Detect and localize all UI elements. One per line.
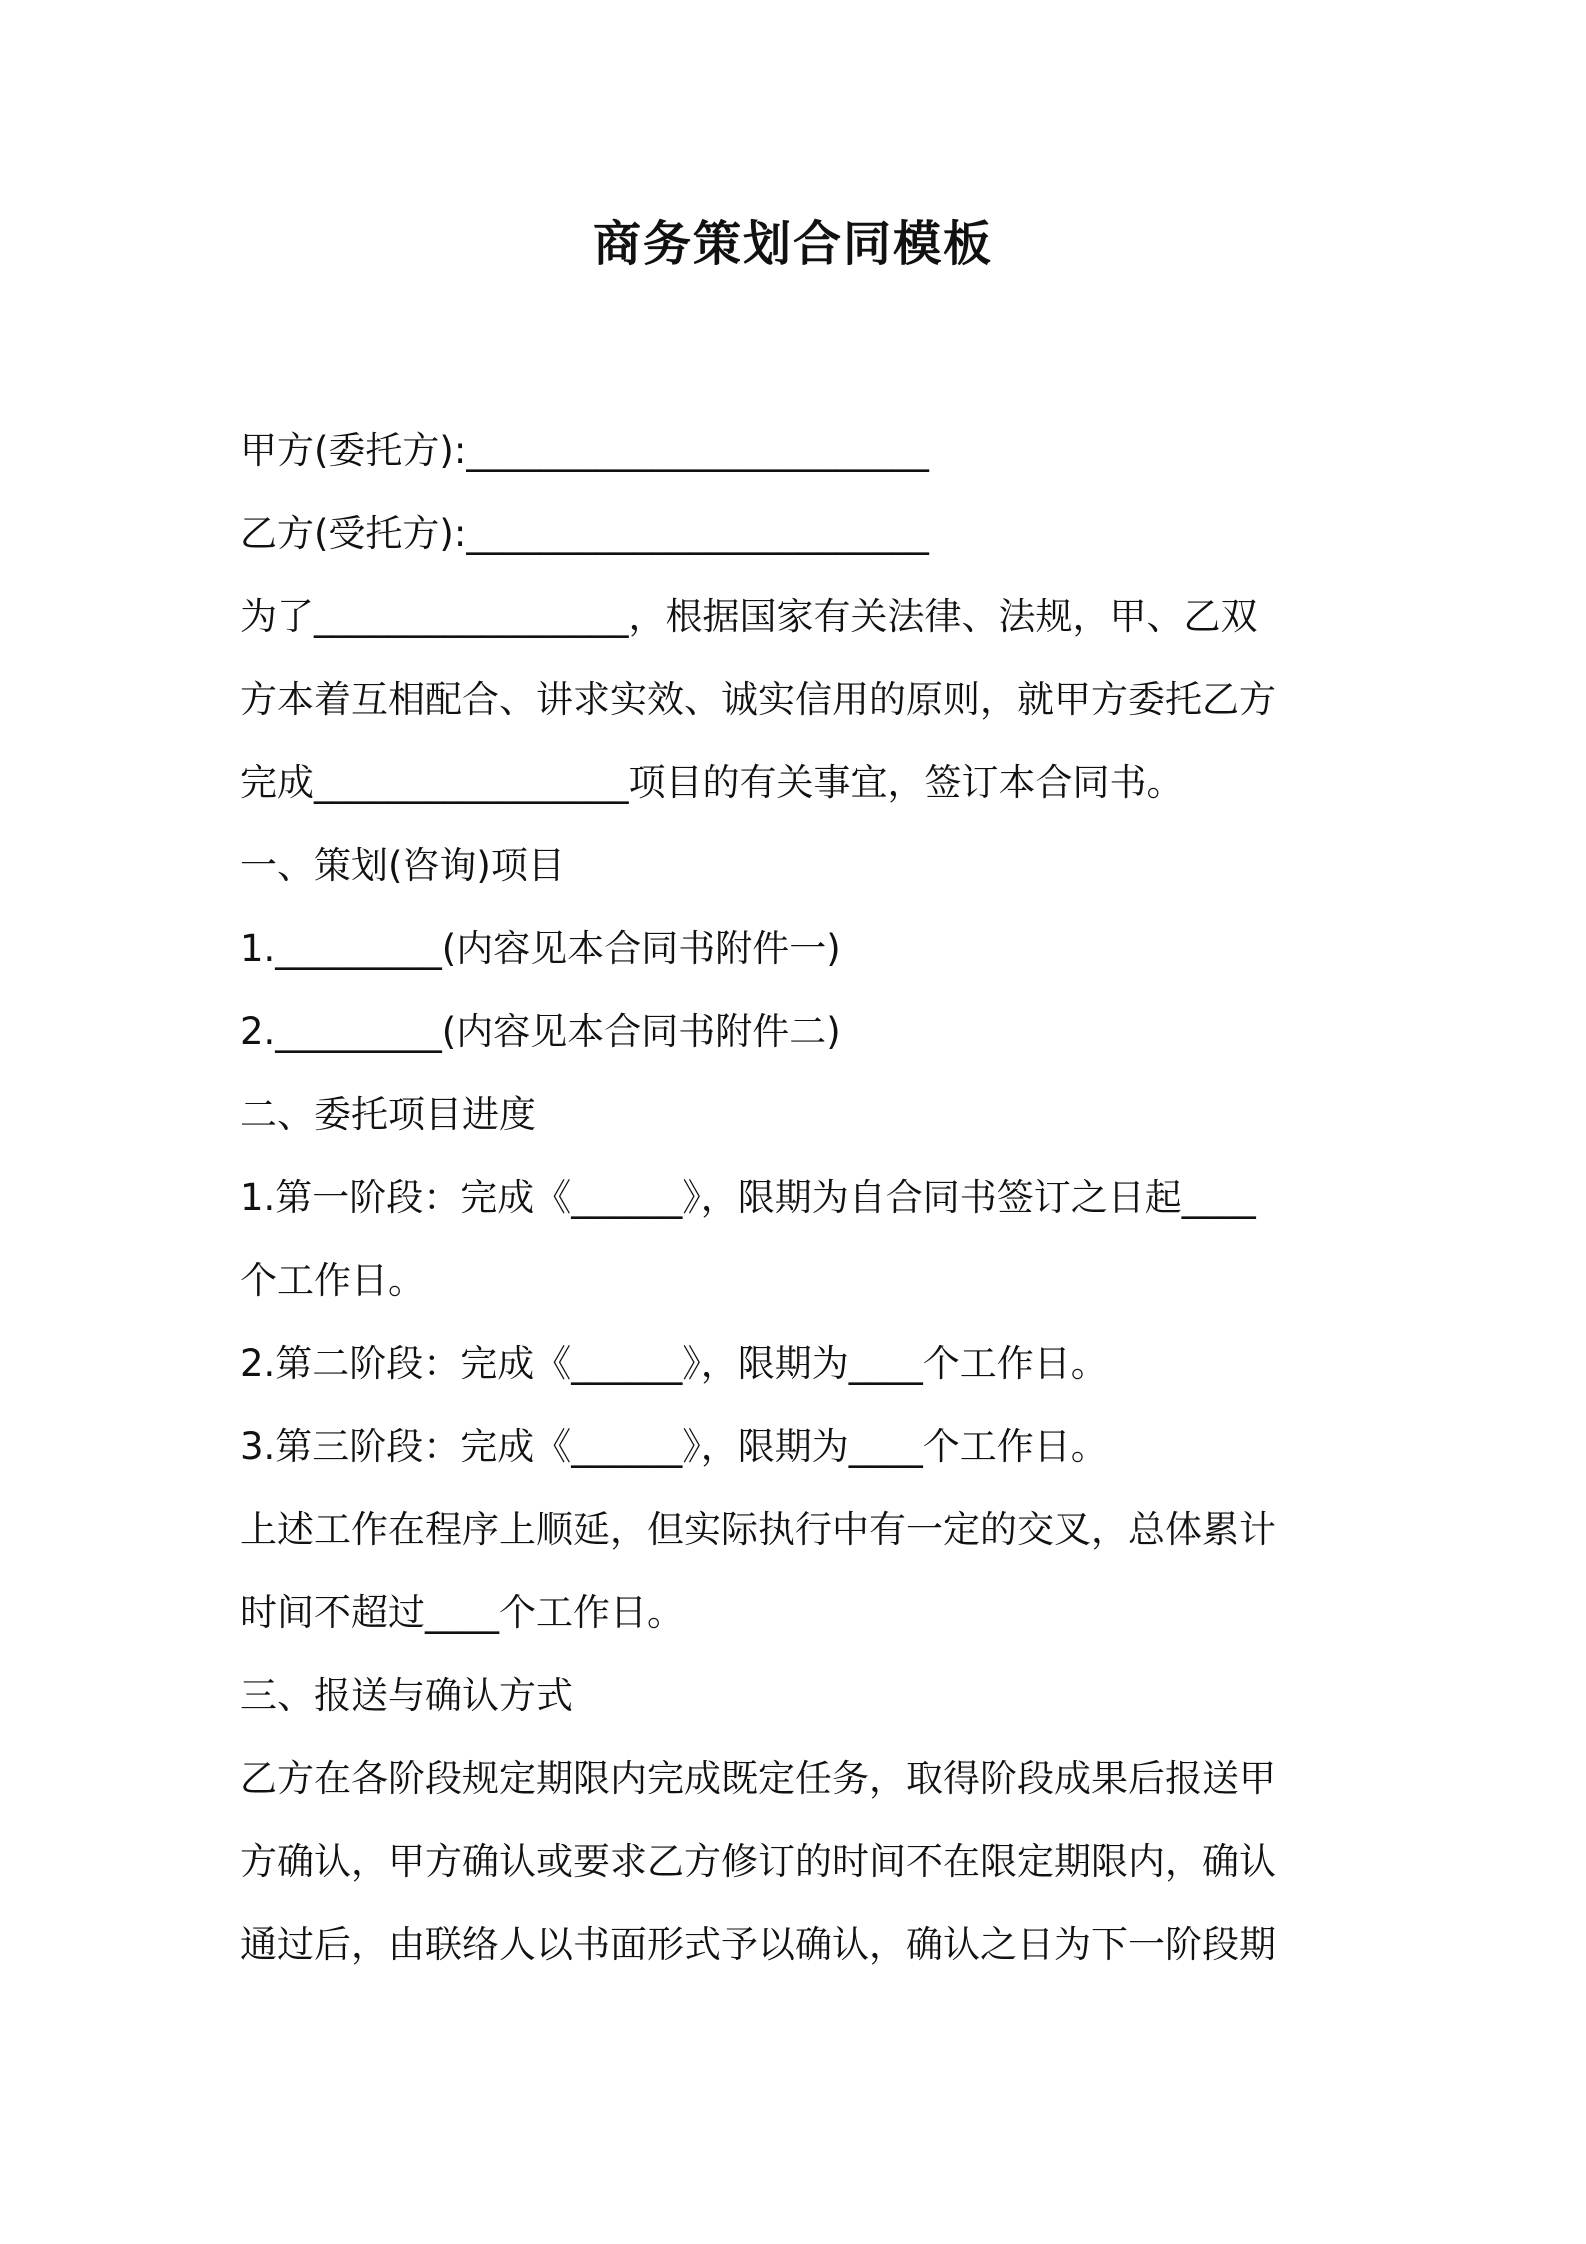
preamble-line-2: 方本着互相配合、讲求实效、诚实信用的原则，就甲方委托乙方 bbox=[240, 678, 1276, 721]
section-heading-2: 二、委托项目进度 bbox=[240, 1093, 536, 1136]
stage-2-line: 2.第二阶段：完成《______》，限期为____个工作日。 bbox=[240, 1342, 1108, 1385]
preamble-line-1: 为了_________________，根据国家有关法律、法规，甲、乙双 bbox=[240, 595, 1258, 638]
document-body bbox=[240, 409, 1360, 1986]
party-b-line: 乙方(受托方):_________________________ bbox=[240, 512, 929, 555]
stage-1-line-1: 1.第一阶段：完成《______》，限期为自合同书签订之日起____ bbox=[240, 1176, 1256, 1219]
schedule-note-line-1: 上述工作在程序上顺延，但实际执行中有一定的交叉，总体累计 bbox=[240, 1508, 1276, 1551]
stage-3-line: 3.第三阶段：完成《______》，限期为____个工作日。 bbox=[240, 1425, 1108, 1468]
confirmation-line-1: 乙方在各阶段规定期限内完成既定任务，取得阶段成果后报送甲 bbox=[240, 1757, 1276, 1800]
project-item-2: 2._________(内容见本合同书附件二) bbox=[240, 1010, 841, 1053]
document-title: 商务策划合同模板 bbox=[592, 216, 993, 272]
preamble-line-3: 完成_________________项目的有关事宜，签订本合同书。 bbox=[240, 761, 1184, 804]
schedule-note-line-2: 时间不超过____个工作日。 bbox=[240, 1591, 684, 1634]
section-heading-1: 一、策划(咨询)项目 bbox=[240, 844, 565, 887]
stage-1-line-2: 个工作日。 bbox=[240, 1259, 425, 1302]
project-item-1: 1._________(内容见本合同书附件一) bbox=[240, 927, 841, 970]
party-a-line: 甲方(委托方):_________________________ bbox=[240, 429, 929, 472]
section-heading-3: 三、报送与确认方式 bbox=[240, 1674, 573, 1717]
confirmation-line-3: 通过后，由联络人以书面形式予以确认，确认之日为下一阶段期 bbox=[240, 1923, 1276, 1966]
confirmation-line-2: 方确认，甲方确认或要求乙方修订的时间不在限定期限内，确认 bbox=[240, 1840, 1276, 1883]
